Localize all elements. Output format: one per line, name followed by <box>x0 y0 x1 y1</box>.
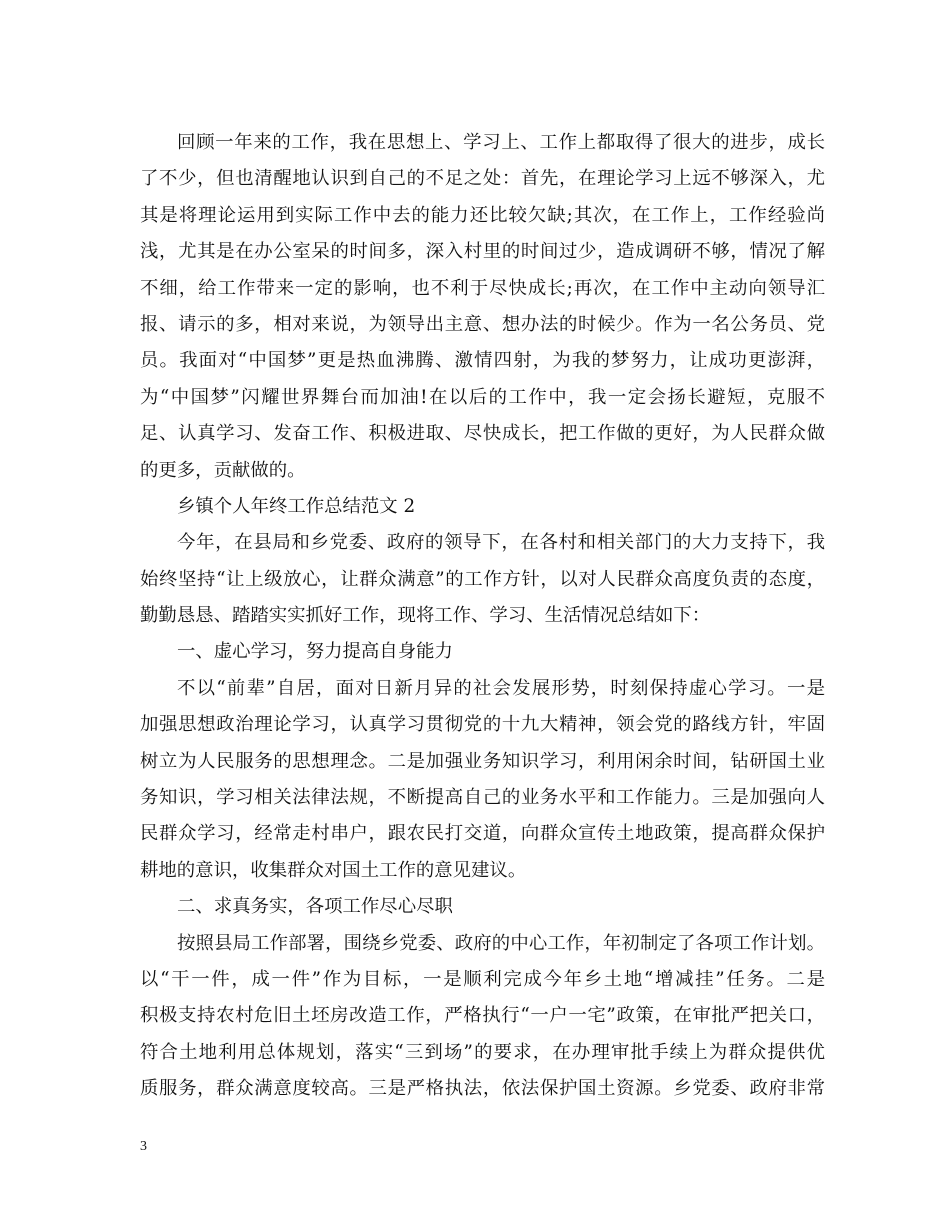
text-line: 其是将理论运用到实际工作中去的能力还比较欠缺;其次，在工作上，工作经验尚 <box>140 204 825 226</box>
text-line: 务知识，学习相关法律法规，不断提高自己的业务水平和工作能力。三是加强向人 <box>140 787 825 809</box>
text-line: 回顾一年来的工作，我在思想上、学习上、工作上都取得了很大的进步，成长 <box>177 132 825 153</box>
section-heading: 二、求真务实，各项工作尽心尽职 <box>177 896 453 918</box>
text-line: 勤勤恳恳、踏踏实实抓好工作，现将工作、学习、生活情况总结如下： <box>140 605 711 627</box>
text-line: 始终坚持“让上级放心，让群众满意”的工作方针，以对人民群众高度负责的态度， <box>140 568 825 590</box>
text-line: 民群众学习，经常走村串户，跟农民打交道，向群众宣传土地政策，提高群众保护 <box>140 823 825 845</box>
text-line: 以“干一件，成一件”作为目标，一是顺利完成今年乡土地“增减挂”任务。二是 <box>140 968 825 990</box>
text-line: 今年，在县局和乡党委、政府的领导下，在各村和相关部门的大力支持下，我 <box>177 532 825 554</box>
text-line: 加强思想政治理论学习，认真学习贯彻党的十九大精神，领会党的路线方针，牢固 <box>140 714 825 736</box>
page-number: 3 <box>140 1139 147 1154</box>
text-line: 质服务，群众满意度较高。三是严格执法，依法保护国土资源。乡党委、政府非常 <box>140 1078 825 1100</box>
text-line: 按照县局工作部署，围绕乡党委、政府的中心工作，年初制定了各项工作计划。 <box>177 932 825 954</box>
text-line: 符合土地利用总体规划，落实“三到场”的要求，在办理审批手续上为群众提供优 <box>140 1041 825 1063</box>
text-line: 积极支持农村危旧土坯房改造工作，严格执行“一户一宅”政策，在审批严把关口， <box>140 1005 825 1027</box>
document-body <box>140 125 825 1108</box>
text-line: 报、请示的多，相对来说，为领导出主意、想办法的时候少。作为一名公务员、党 <box>140 313 825 335</box>
text-line: 树立为人民服务的思想理念。二是加强业务知识学习，利用闲余时间，钻研国土业 <box>140 750 825 772</box>
text-line: 员。我面对“中国梦”更是热血沸腾、激情四射，为我的梦努力，让成功更澎湃， <box>140 350 825 372</box>
text-line: 了不少，但也清醒地认识到自己的不足之处：首先，在理论学习上远不够深入，尤 <box>140 168 825 190</box>
text-line: 的更多，贡献做的。 <box>140 459 306 481</box>
text-line: 足、认真学习、发奋工作、积极进取、尽快成长，把工作做的更好，为人民群众做 <box>140 423 825 445</box>
text-line: 浅，尤其是在办公室呆的时间多，深入村里的时间过少，造成调研不够，情况了解 <box>140 241 825 263</box>
section-heading: 一、虚心学习，努力提高自身能力 <box>177 641 453 663</box>
text-line: 不以“前辈”自居，面对日新月异的社会发展形势，时刻保持虚心学习。一是 <box>177 677 825 699</box>
text-line: 不细，给工作带来一定的影响，也不利于尽快成长;再次，在工作中主动向领导汇 <box>140 277 825 299</box>
text-line: 耕地的意识，收集群众对国土工作的意见建议。 <box>140 859 527 881</box>
text-line: 为“中国梦”闪耀世界舞台而加油!在以后的工作中，我一定会扬长避短，克服不 <box>140 386 825 408</box>
section-heading: 乡镇个人年终工作总结范文 2 <box>177 495 416 517</box>
